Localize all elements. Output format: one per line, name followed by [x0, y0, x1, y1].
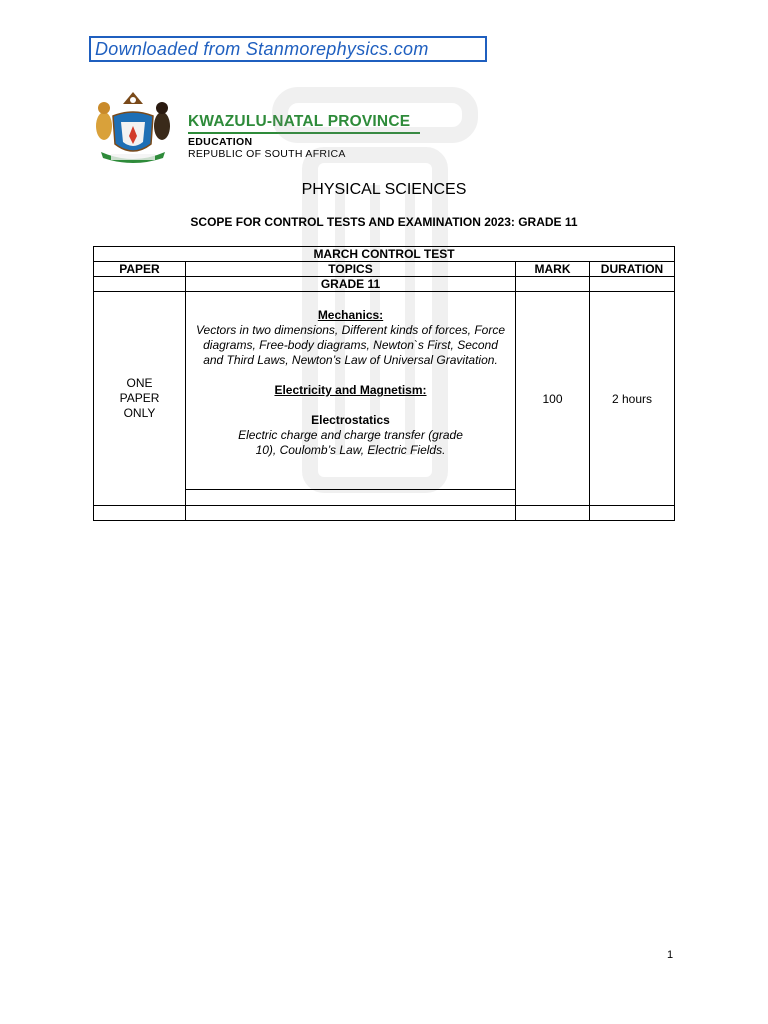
scope-title: SCOPE FOR CONTROL TESTS AND EXAMINATION 2023: GRADE 11 [190, 215, 578, 229]
department-name: EDUCATION [188, 136, 253, 148]
grade-label: GRADE 11 [186, 277, 516, 292]
subject-title: PHYSICAL SCIENCES [301, 181, 467, 198]
header-duration: DURATION [590, 262, 675, 277]
header-paper: PAPER [94, 262, 186, 277]
header-topics: TOPICS [186, 262, 516, 277]
empty-cell [94, 277, 186, 292]
em-heading: Electricity and Magnetism: [274, 383, 427, 397]
mechanics-topics: Vectors in two dimensions, Different kinds of forces, Force diagrams, Free-body diagrams, Newton`s First, Second and Third Laws, Newton’s Law of Universal Gravitation. [195, 323, 505, 367]
table-caption: MARCH CONTROL TEST [94, 247, 675, 262]
electrostatics-topics: Electric charge and charge transfer (grade 10), Coulomb’s Law, Electric Fields. [238, 428, 463, 457]
mark-value: 100 [516, 292, 590, 506]
province-name: KWAZULU-NATAL PROVINCE [188, 113, 411, 130]
download-banner[interactable]: Downloaded from Stanmorephysics.com [89, 36, 487, 62]
empty-cell [590, 277, 675, 292]
empty-cell [186, 506, 516, 521]
header-mark: MARK [516, 262, 590, 277]
empty-cell [94, 506, 186, 521]
kzn-coat-of-arms-logo [93, 86, 173, 166]
paper-value: ONE PAPER ONLY [119, 376, 160, 420]
topics-spacer-row [186, 489, 515, 505]
duration-value: 2 hours [590, 292, 675, 506]
empty-cell [516, 506, 590, 521]
topics-cell [186, 292, 516, 506]
country-name: REPUBLIC OF SOUTH AFRICA [188, 148, 346, 160]
empty-cell [516, 277, 590, 292]
paper-cell [94, 292, 186, 506]
scope-table [93, 246, 675, 521]
mechanics-heading: Mechanics: [317, 308, 384, 322]
empty-cell [590, 506, 675, 521]
page-number: 1 [667, 949, 674, 961]
electrostatics-heading: Electrostatics [311, 413, 390, 427]
